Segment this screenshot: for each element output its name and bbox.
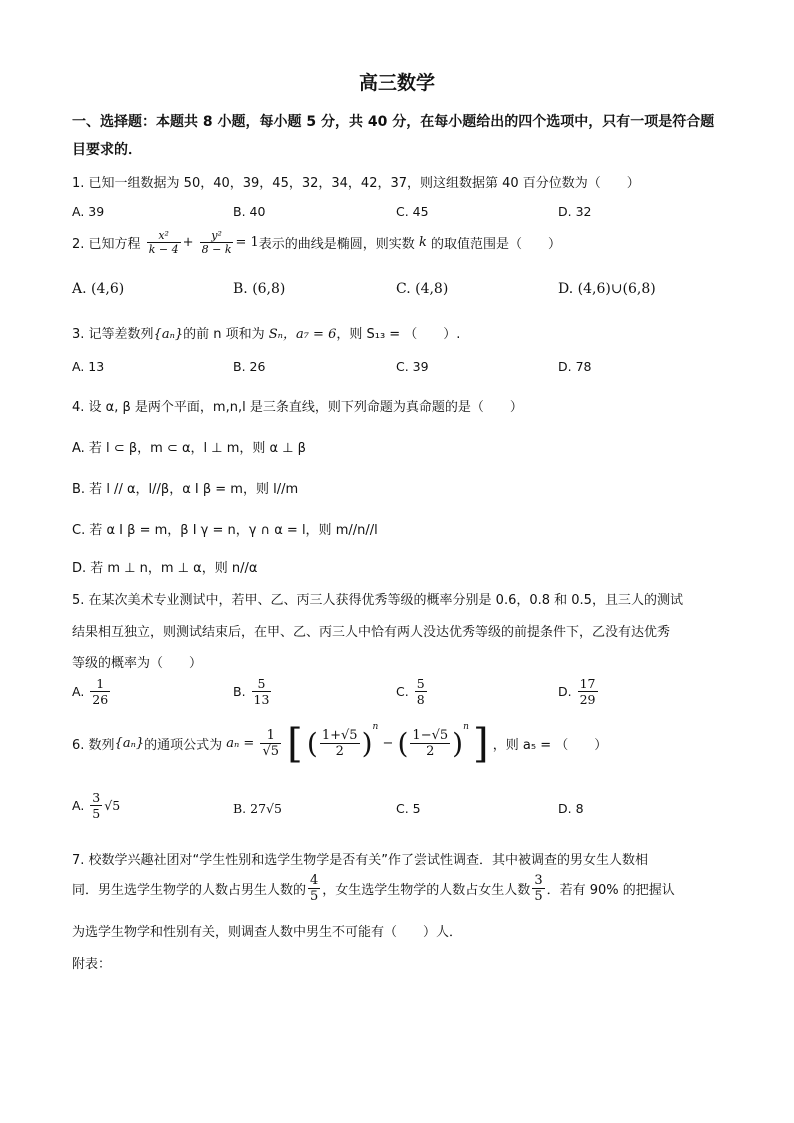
q4-option-b: B. 若 l // α，l//β，α I β = m，则 l//m: [72, 482, 299, 497]
q7-frac-female: [532, 873, 544, 904]
q3-option-b: B. 26: [233, 359, 266, 374]
question-7-line-3: 为选学生物学和性别有关，则调查人数中男生不可能有（ ）人．: [72, 925, 463, 940]
q6-option-a-label: A.: [72, 798, 85, 813]
q2-frac-y-den: 8 − k: [201, 243, 232, 256]
q6-paren-close-2: ): [452, 727, 464, 760]
q2-frac-x-den: k − 4: [148, 243, 179, 256]
q1-option-b: B. 40: [233, 204, 266, 219]
question-7-appendix: 附表：: [72, 957, 112, 972]
q1-option-c: C. 45: [396, 204, 429, 219]
q4-option-d: D. 若 m ⊥ n，m ⊥ α，则 n//α: [72, 561, 258, 576]
q6-coef-den: √5: [262, 744, 280, 759]
section-heading: 一、选择题：本题共 8 小题，每小题 5 分，共 40 分，在每小题给出的四个选项中，只有一项是符合题目要求的．: [72, 114, 715, 158]
q6-coef-frac: [260, 728, 281, 759]
q5-c-num: 5: [416, 676, 425, 691]
q5-option-a: [72, 676, 112, 707]
q5-option-b-label: B.: [233, 684, 246, 699]
q6-option-a-frac: [90, 790, 102, 821]
question-7-line-2: [72, 873, 675, 904]
q5-option-a-label: A.: [72, 684, 85, 699]
q2-option-b: B. (6,8): [233, 281, 286, 297]
q6-term1-den: 2: [335, 744, 344, 759]
q5-c-den: 8: [416, 692, 425, 707]
q6-paren-open-2: (: [397, 727, 409, 760]
q3-cond: ，a₇ = 6: [282, 327, 337, 342]
q2-plus: +: [182, 235, 194, 250]
question-4: 4. 设 α, β 是两个平面，m,n,l 是三条直线，则下列命题为真命题的是（ ）: [72, 400, 523, 415]
question-5-line-3: 等级的概率为（ ）: [72, 656, 203, 671]
q6-a-num: 3: [92, 790, 101, 805]
q6-minus: −: [382, 736, 394, 751]
q6-seq: {aₙ}: [114, 736, 145, 751]
q6-exp-2: n: [463, 722, 469, 732]
q2-frac-x-num: x²: [147, 229, 181, 243]
q7-frac-male-num: 4: [310, 873, 319, 888]
q6-paren-open-1: (: [306, 727, 318, 760]
q5-d-num: 17: [579, 676, 596, 691]
q5-option-d: [558, 676, 600, 707]
question-5-line-2: 结果相互独立，则测试结束后，在甲、乙、丙三人中恰有两人没达优秀等级的前提条件下，乙没有达优秀: [72, 625, 671, 640]
q5-option-d-frac: [578, 676, 598, 707]
q3-seq: {aₙ}: [153, 327, 184, 342]
q6-an: aₙ =: [226, 736, 255, 751]
question-5-line-1: 5. 在某次美术专业测试中，若甲、乙、丙三人获得优秀等级的概率分别是 0.6，0.8 和 0.5，且三人的测试: [72, 593, 683, 608]
q4-option-a: A. 若 l ⊂ β，m ⊂ α，l ⊥ m，则 α ⊥ β: [72, 441, 306, 456]
q6-option-b: B. 27√5: [233, 801, 282, 816]
q6-a-den: 5: [92, 806, 101, 821]
q5-option-a-frac: [90, 676, 110, 707]
q3-prefix: 3. 记等差数列: [72, 327, 154, 342]
q3-sn: Sₙ: [268, 327, 283, 342]
q6-left-bracket: [: [287, 720, 303, 767]
q2-frac-y-num: y²: [200, 229, 234, 243]
q2-suffix: 表示的曲线是椭圆，则实数: [258, 237, 415, 252]
q5-b-den: 13: [253, 692, 270, 707]
question-3: [72, 323, 460, 342]
q3-ask: ，则 S₁₃ = （ ）.: [336, 327, 461, 342]
question-1: 1. 已知一组数据为 50，40，39，45，32，34，42，37，则这组数据第 40 百分位数为（ ）: [72, 176, 640, 191]
q5-a-den: 26: [92, 692, 109, 707]
q5-option-c-frac: [415, 676, 427, 707]
q7-line2-a: 同．男生选学生物学的人数占男生人数的: [72, 883, 307, 898]
q6-prefix: 6. 数列: [72, 738, 115, 753]
q5-d-den: 29: [579, 692, 596, 707]
q6-right-bracket: ]: [473, 720, 489, 767]
q7-line2-c: ．若有 90% 的把握认: [546, 883, 675, 898]
q6-term2-frac: [410, 728, 450, 759]
q6-ask: ，则 a₅ = （ ）: [492, 738, 608, 753]
q5-a-num: 1: [90, 676, 110, 692]
q2-eq-one: = 1: [235, 235, 259, 250]
q7-frac-female-num: 3: [534, 873, 543, 888]
q6-option-a: [72, 790, 120, 821]
q6-paren-close-1: ): [361, 727, 373, 760]
q7-line2-b: ，女生选学生物学的人数占女生人数: [322, 883, 531, 898]
q6-term1-num: 1+√5: [321, 728, 358, 743]
q2-tail: 的取值范围是（ ）: [430, 237, 561, 252]
question-2: [72, 229, 561, 256]
q5-option-d-label: D.: [558, 684, 572, 699]
q6-option-c: C. 5: [396, 801, 421, 816]
q2-option-a: A. (4,6): [72, 281, 125, 297]
q2-frac-x: [147, 229, 181, 256]
page-title: 高三数学: [358, 72, 435, 94]
q6-coef-num: 1: [260, 728, 281, 744]
q6-term2-den: 2: [426, 744, 435, 759]
q3-option-a: A. 13: [72, 359, 105, 374]
q6-term1-frac: [320, 728, 360, 759]
q3-option-c: C. 39: [396, 359, 429, 374]
q6-term2-num: 1−√5: [412, 728, 449, 743]
q5-b-num: 5: [252, 676, 272, 692]
q3-mid: 的前 n 项和为: [183, 327, 265, 342]
q6-mid: 的通项公式为: [144, 738, 223, 753]
q1-option-a: A. 39: [72, 204, 105, 219]
q7-frac-male: [308, 873, 320, 904]
q6-option-d: D. 8: [558, 801, 584, 816]
q4-option-c: C. 若 α I β = m，β I γ = n，γ ∩ α = l，则 m//n//l: [72, 523, 378, 538]
q5-option-c-label: C.: [396, 684, 409, 699]
q5-option-b: [233, 676, 273, 707]
q2-var-k: k: [418, 235, 427, 250]
question-7-line-1: 7. 校数学兴趣社团对“学生性别和选学生物学是否有关”作了尝试性调查．其中被调查的男女生人数相: [72, 853, 649, 868]
q6-a-root: √5: [104, 798, 121, 813]
q7-frac-male-den: 5: [310, 889, 319, 904]
q3-option-d: D. 78: [558, 359, 592, 374]
q2-option-c: C. (4,8): [396, 281, 449, 297]
q2-option-d: D. (4,6)∪(6,8): [558, 281, 656, 297]
q1-option-d: D. 32: [558, 204, 592, 219]
q6-exp-1: n: [372, 722, 379, 732]
q7-frac-female-den: 5: [534, 889, 543, 904]
q5-option-b-frac: [252, 676, 272, 707]
question-6: [72, 720, 608, 767]
q5-option-c: [396, 676, 429, 707]
q2-prefix: 2. 已知方程: [72, 237, 141, 252]
q2-frac-y: [200, 229, 234, 256]
